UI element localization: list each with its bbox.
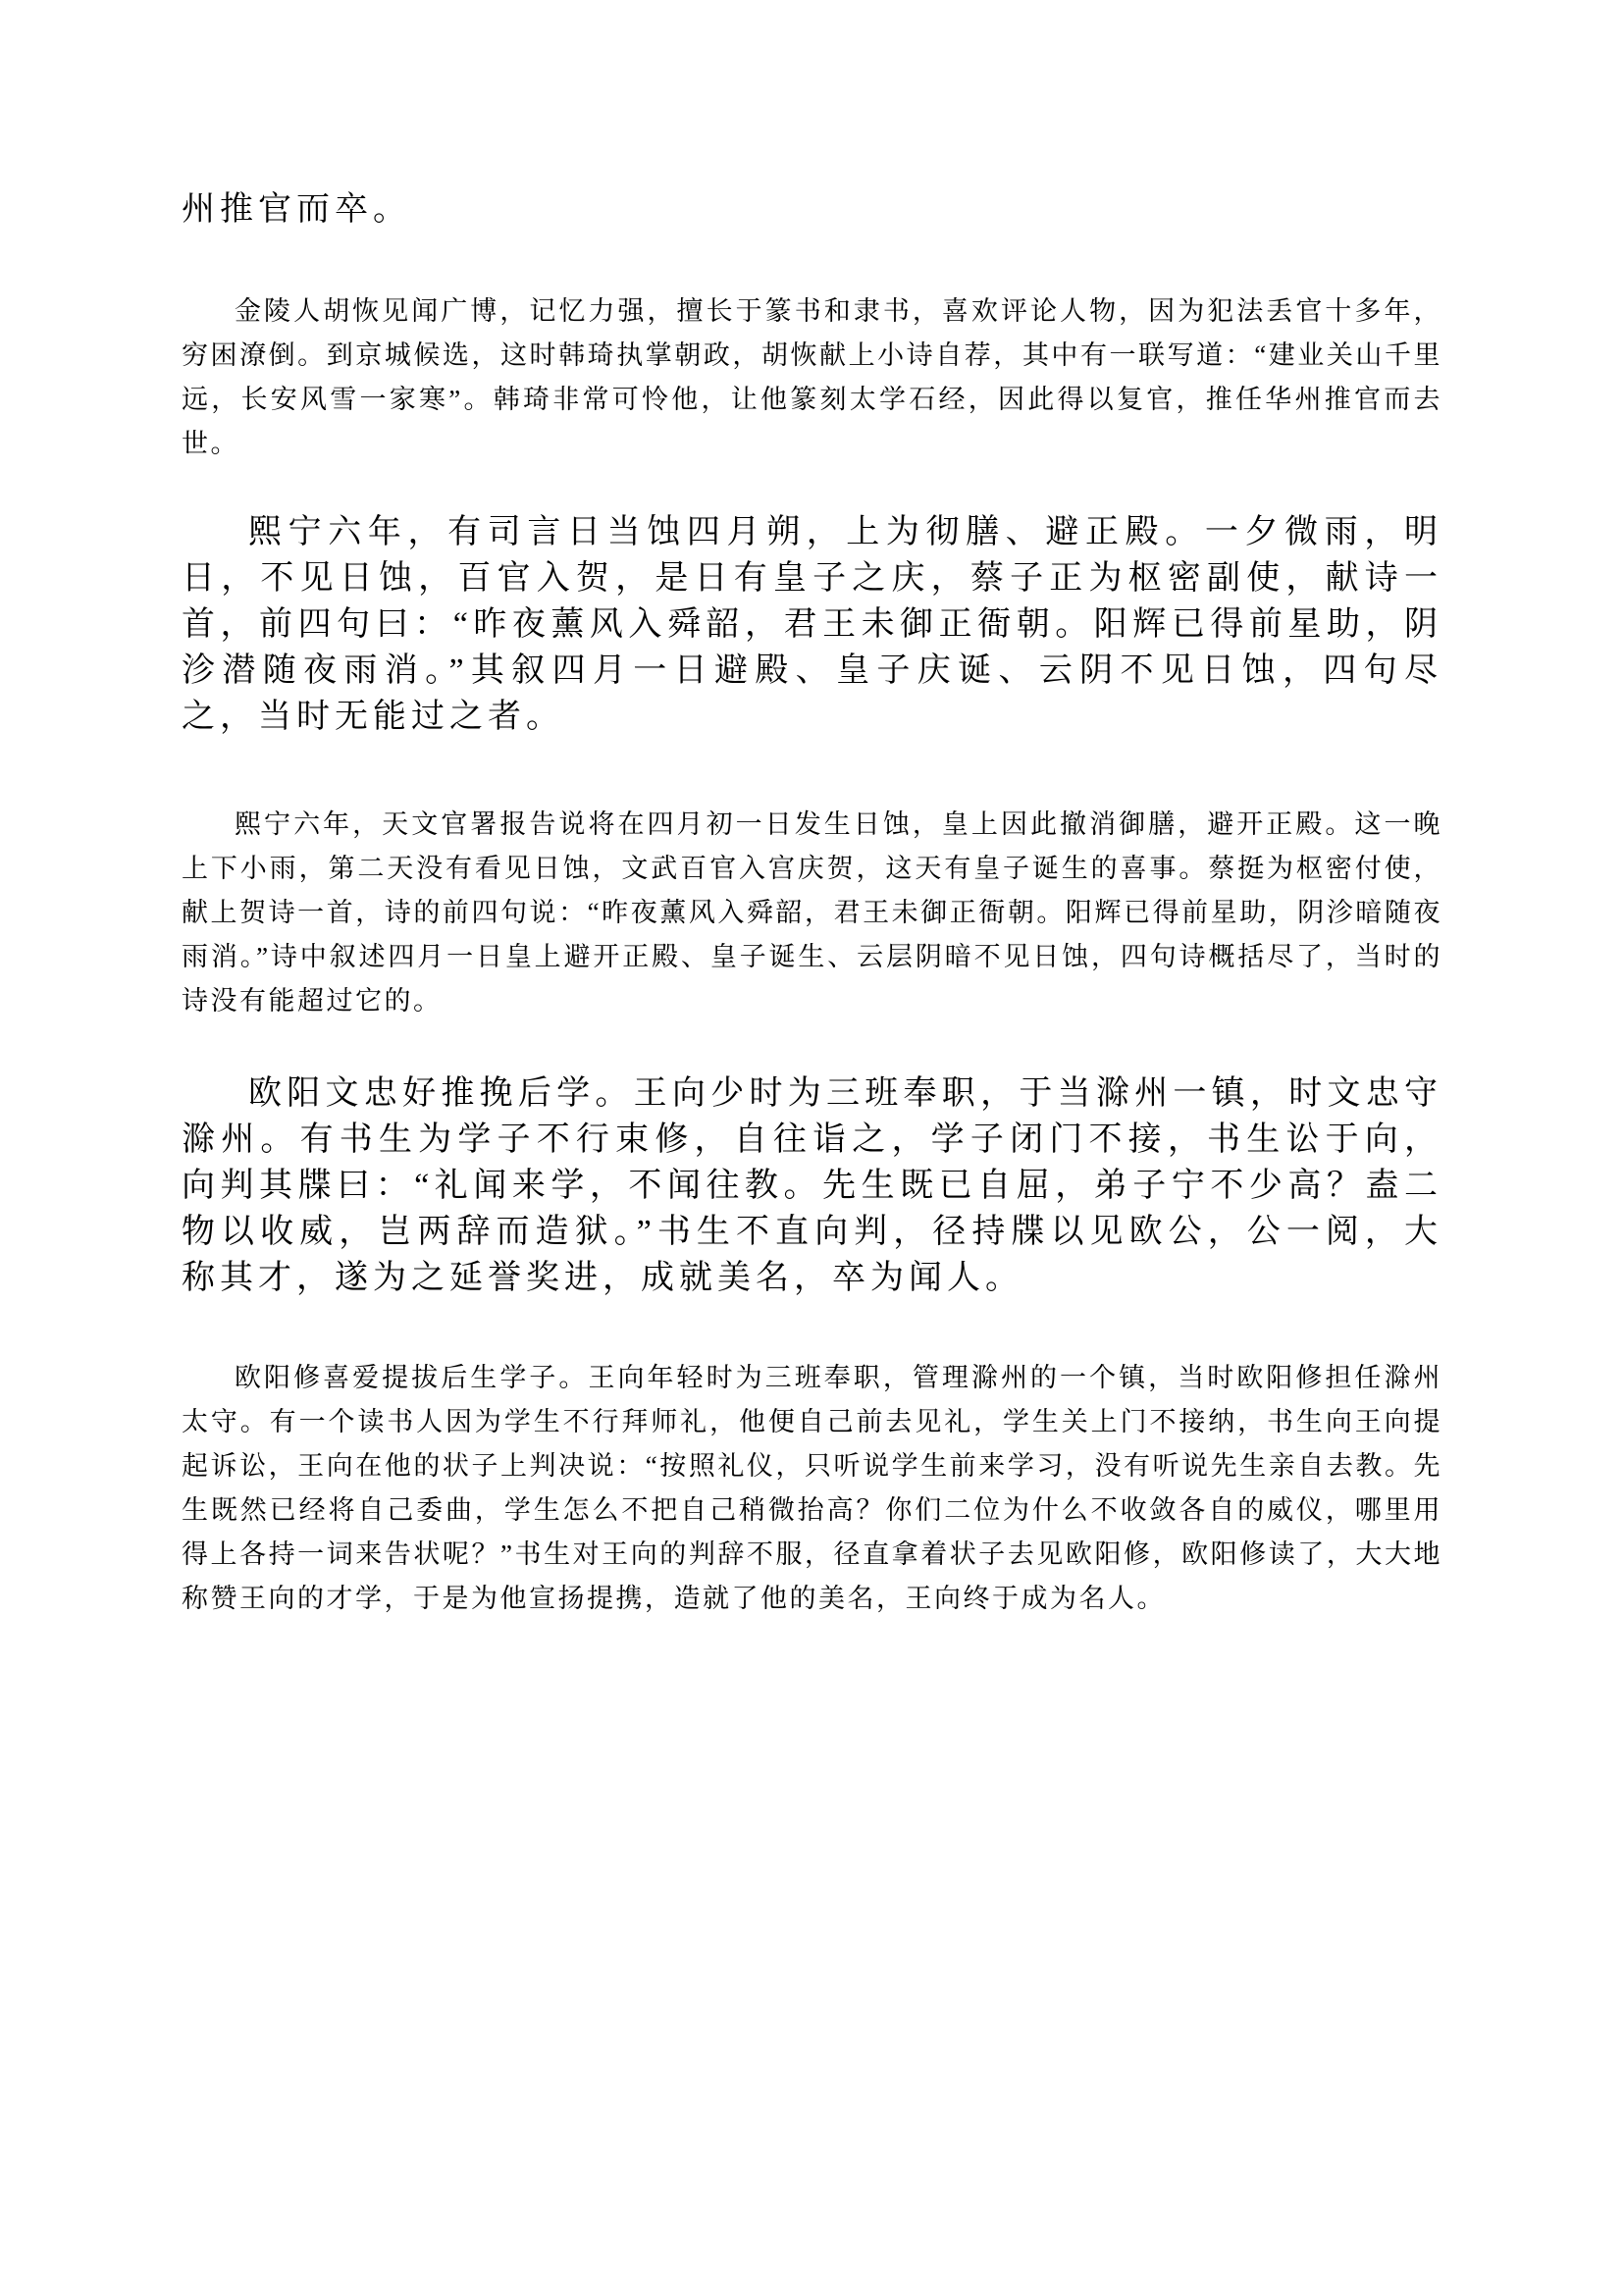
paragraph-original-ouyang: 欧阳文忠好推挽后学。王向少时为三班奉职，于当滁州一镇，时文忠守滁州。有书生为学子不行束修，自往诣之，学子闭门不接，书生讼于向，向判其牒曰：“礼闻来学，不闻往教。先生既已自屈，弟子宁不少高？盍二物以收威，岂两辞而造狱。”书生不直向判，径持牒以见欧公，公一阅，大称其才，遂为之延誉奖进，成就美名，卒为闻人。 bbox=[182, 1075, 1442, 1296]
paragraph-original-xining: 熙宁六年，有司言日当蚀四月朔，上为彻膳、避正殿。一夕微雨，明日，不见日蚀，百官入贺，是日有皇子之庆，蔡子正为枢密副使，献诗一首，前四句曰：“昨夜薰风入舜韶，君王未御正衙朝。阳辉已得前星助，阴沴潜随夜雨消。”其叙四月一日避殿、皇子庆诞、云阴不见日蚀，四句尽之，当时无能过之者。 bbox=[182, 514, 1442, 735]
paragraph-translation-hu-hui: 金陵人胡恢见闻广博，记忆力强，擅长于篆书和隶书，喜欢评论人物，因为犯法丢官十多年，穷困潦倒。到京城候选，这时韩琦执掌朝政，胡恢献上小诗自荐，其中有一联写道：“建业关山千里远，长安风雪一家寒”。韩琦非常可怜他，让他篆刻太学石经，因此得以复官，推任华州推官而去世。 bbox=[182, 296, 1442, 458]
paragraph-continuation: 州推官而卒。 bbox=[182, 191, 411, 228]
paragraph-translation-ouyang: 欧阳修喜爱提拔后生学子。王向年轻时为三班奉职，管理滁州的一个镇，当时欧阳修担任滁州太守。有一个读书人因为学生不行拜师礼，他便自己前去见礼，学生关上门不接纳，书生向王向提起诉讼，王向在他的状子上判决说：“按照礼仪，只听说学生前来学习，没有听说先生亲自去教。先生既然已经将自己委曲，学生怎么不把自己稍微抬高？你们二位为什么不收敛各自的威仪，哪里用得上各持一词来告状呢？”书生对王向的判辞不服，径直拿着状子去见欧阳修，欧阳修读了，大大地称赞王向的才学，于是为他宣扬提携，造就了他的美名，王向终于成为名人。 bbox=[182, 1363, 1442, 1613]
document-content bbox=[182, 186, 1442, 1621]
paragraph-translation-xining: 熙宁六年，天文官署报告说将在四月初一日发生日蚀，皇上因此撤消御膳，避开正殿。这一晚上下小雨，第二天没有看见日蚀，文武百官入宫庆贺，这天有皇子诞生的喜事。蔡挺为枢密付使，献上贺诗一首，诗的前四句说：“昨夜薰风入舜韶，君王未御正衙朝。阳辉已得前星助，阴沴暗随夜雨消。”诗中叙述四月一日皇上避开正殿、皇子诞生、云层阴暗不见日蚀，四句诗概括尽了，当时的诗没有能超过它的。 bbox=[182, 809, 1442, 1016]
